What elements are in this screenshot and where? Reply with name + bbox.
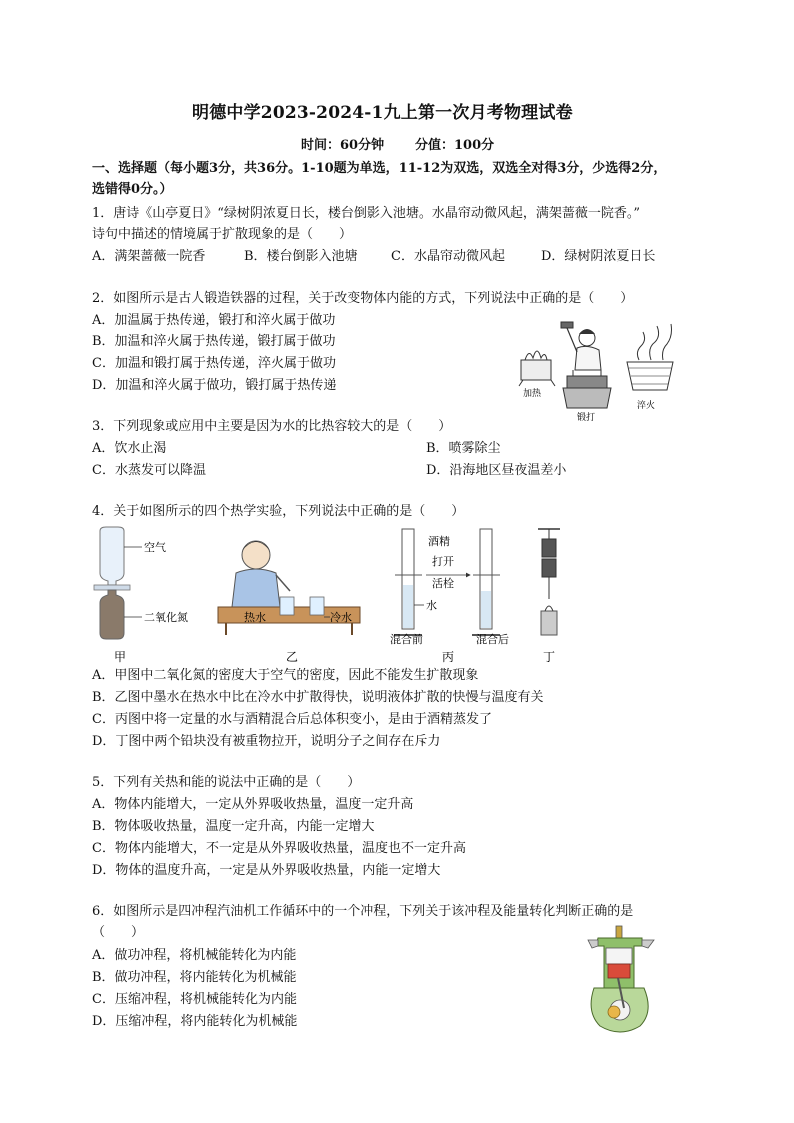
label-quench: 淬火	[637, 401, 656, 411]
q1-stem-line1: 1．唐诗《山亭夏日》“绿树阴浓夏日长，楼台倒影入池塘。水晶帘动微风起，满架蔷薇一院香。”	[92, 206, 641, 221]
q5-option-a: A．物体内能增大，一定从外界吸收热量，温度一定升高	[92, 797, 414, 812]
q3-option-b: B．喷雾除尘	[426, 441, 501, 456]
q1-option-d: D．绿树阴浓夏日长	[541, 249, 656, 264]
q6-option-a: A．做功冲程，将机械能转化为内能	[92, 948, 297, 963]
q2-option-b: B．加温和淬火属于热传递，锻打属于做功	[92, 334, 336, 349]
page-title: 明德中学2023-2024-1九上第一次月考物理试卷	[192, 103, 573, 123]
label-water: 水	[426, 599, 437, 612]
section-heading-line1: 一、选择题（每小题3分，共36分。1-10题为单选，11-12为双选，双选全对得3分，少选得2分，	[92, 161, 667, 176]
q3-stem: 3．下列现象或应用中主要是因为水的比热容较大的是（ ）	[92, 419, 452, 434]
anvil	[563, 376, 611, 408]
q1-stem-line2: 诗句中描述的情境属于扩散现象的是（ ）	[92, 227, 353, 242]
label-air: 空气	[144, 541, 166, 554]
figure-ding-lead-blocks	[538, 529, 560, 635]
q5-option-d: D．物体的温度升高，一定是从外界吸收热量，内能一定增大	[92, 863, 441, 878]
label-after-mixing: 混合后	[476, 633, 509, 646]
label-heat: 加热	[523, 389, 542, 399]
q4-option-a: A．甲图中二氧化氮的密度大于空气的密度，因此不能发生扩散现象	[92, 668, 479, 683]
exam-time: 时间：60分钟	[301, 138, 385, 153]
q6-option-b: B．做功冲程，将内能转化为机械能	[92, 970, 297, 985]
q5-option-b: B．物体吸收热量，温度一定升高，内能一定增大	[92, 819, 375, 834]
label-cold-water: 冷水	[330, 611, 352, 624]
blacksmith-figure	[561, 322, 601, 382]
four-experiments-figure	[90, 525, 590, 665]
label-bing: 丙	[442, 650, 455, 664]
q4-option-c: C．丙图中将一定量的水与酒精混合后总体积变小，是由于酒精蒸发了	[92, 712, 492, 727]
q6-stem-line2: （ ）	[92, 925, 145, 940]
label-open: 打开	[432, 555, 454, 568]
q2-option-d: D．加温和淬火属于做功，锻打属于热传递	[92, 378, 337, 393]
q1-option-a: A．满架蔷薇一院香	[92, 249, 206, 264]
label-hot-water: 热水	[244, 611, 266, 624]
label-stopcock: 活栓	[432, 577, 454, 590]
label-no2: 二氧化氮	[144, 611, 188, 624]
forging-illustration	[515, 316, 685, 426]
label-alcohol: 酒精	[428, 535, 450, 548]
q6-option-d: D．压缩冲程，将内能转化为机械能	[92, 1014, 298, 1029]
q6-stem-line1: 6．如图所示是四冲程汽油机工作循环中的一个冲程，下列关于该冲程及能量转化判断正确的是	[92, 904, 634, 919]
label-before-mixing: 混合前	[390, 633, 423, 646]
figure-jia-gas-bottles	[94, 527, 142, 639]
q5-stem: 5．下列有关热和能的说法中正确的是（ ）	[92, 775, 361, 790]
q2-option-a: A．加温属于热传递，锻打和淬火属于做功	[92, 313, 336, 328]
q4-stem: 4．关于如图所示的四个热学实验，下列说法中正确的是（ ）	[92, 504, 465, 519]
q2-option-c: C．加温和锻打属于热传递，淬火属于做功	[92, 356, 336, 371]
q2-stem: 2．如图所示是古人锻造铁器的过程，关于改变物体内能的方式，下列说法中正确的是（ ）	[92, 291, 634, 306]
engine-cylinder-figure	[584, 924, 658, 1036]
q3-option-a: A．饮水止渴	[92, 441, 167, 456]
label-ding: 丁	[543, 650, 556, 664]
q1-option-b: B．楼台倒影入池塘	[244, 249, 358, 264]
label-jia: 甲	[114, 650, 127, 664]
heating-furnace	[519, 351, 555, 386]
exam-score: 分值：100分	[415, 138, 495, 153]
q3-option-c: C．水蒸发可以降温	[92, 463, 206, 478]
q4-option-b: B．乙图中墨水在热水中比在冷水中扩散得快，说明液体扩散的快慢与温度有关	[92, 690, 544, 705]
q3-option-d: D．沿海地区昼夜温差小	[426, 463, 567, 478]
q4-option-d: D．丁图中两个铅块没有被重物拉开，说明分子之间存在斥力	[92, 734, 441, 749]
q5-option-c: C．物体内能增大，不一定是从外界吸收热量，温度也不一定升高	[92, 841, 466, 856]
label-forge: 锻打	[577, 413, 596, 423]
section-heading-line2: 选错得0分。）	[92, 182, 173, 197]
quench-tub	[627, 324, 673, 390]
q1-option-c: C．水晶帘动微风起	[391, 249, 505, 264]
label-yi: 乙	[286, 650, 299, 664]
q6-option-c: C．压缩冲程，将机械能转化为内能	[92, 992, 297, 1007]
